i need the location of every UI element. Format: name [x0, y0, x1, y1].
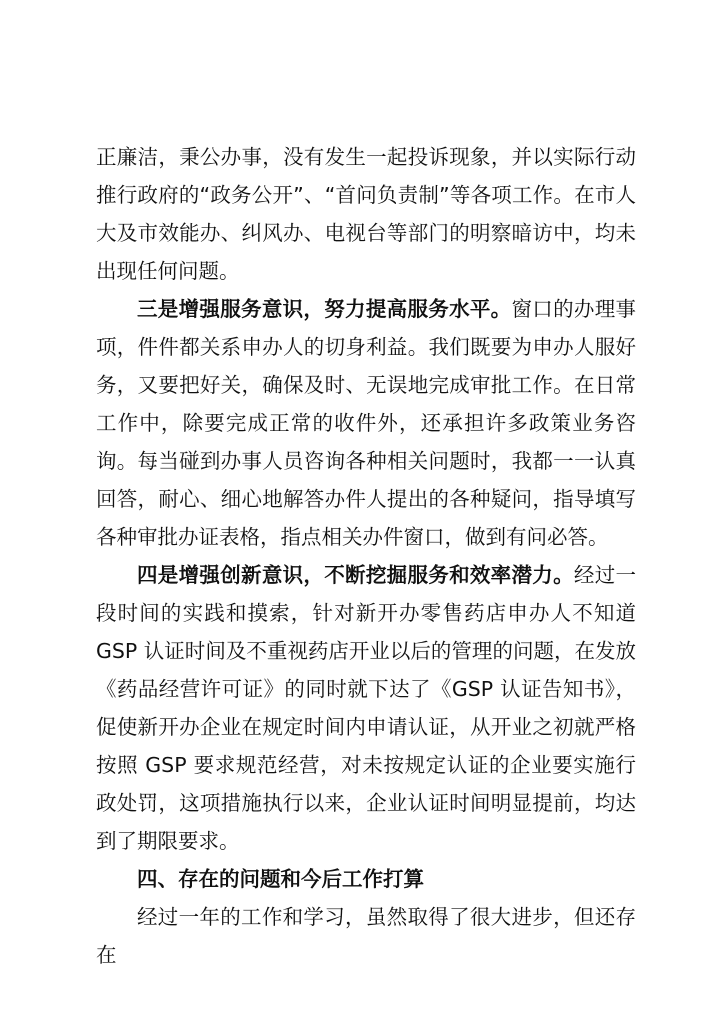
paragraph-service-awareness [96, 290, 636, 556]
paragraph-text: 经过一年的工作和学习，虽然取得了很大进步，但还存在 [96, 905, 636, 967]
paragraph-innovation-awareness [96, 556, 636, 860]
paragraph-text: 正廉洁，秉公办事，没有发生一起投诉现象，并以实际行动推行政府的“政务公开”、“首问负责制”等各项工作。在市人大及市效能办、纠风办、电视台等部门的明察暗访中，均未出现任何问题。 [96, 145, 636, 283]
paragraph-text: 窗口的办理事项，件件都关系申办人的切身利益。我们既要为申办人服好务，又要把好关，确保及时、无误地完成审批工作。在日常工作中，除要完成正常的收件外，还承担许多政策业务咨询。每当碰到办事人员咨询各种相关问题时，我都一一认真回答，耐心、细心地解答办件人提出的各种疑问，指导填写各种审批办证表格，指点相关办件窗口，做到有问必答。 [96, 297, 637, 549]
section-heading-problems-plans [96, 860, 636, 898]
section-heading-text: 四、存在的问题和今后工作打算 [137, 867, 424, 891]
paragraph-text: 经过一段时间的实践和摸索，针对新开办零售药店申办人不知道 GSP 认证时间及不重视药店开业以后的管理的问题，在发放《药品经营许可证》的同时就下达了《GSP 认证告知书》，促使新开办企业在规定时间内申请认证，从开业之初就严格按照 GSP 要求规范经营，对未按规定认证的企业要实施行政处罚，这项措施执行以来，企业认证时间明显提前，均达到了期限要求。 [96, 563, 636, 853]
paragraph-heading: 三是增强服务意识，努力提高服务水平。 [137, 297, 512, 321]
paragraph-summary [96, 898, 636, 974]
document-body [96, 138, 636, 974]
paragraph-heading: 四是增强创新意识，不断挖掘服务和效率潜力。 [137, 563, 574, 587]
paragraph-integrity [96, 138, 636, 290]
